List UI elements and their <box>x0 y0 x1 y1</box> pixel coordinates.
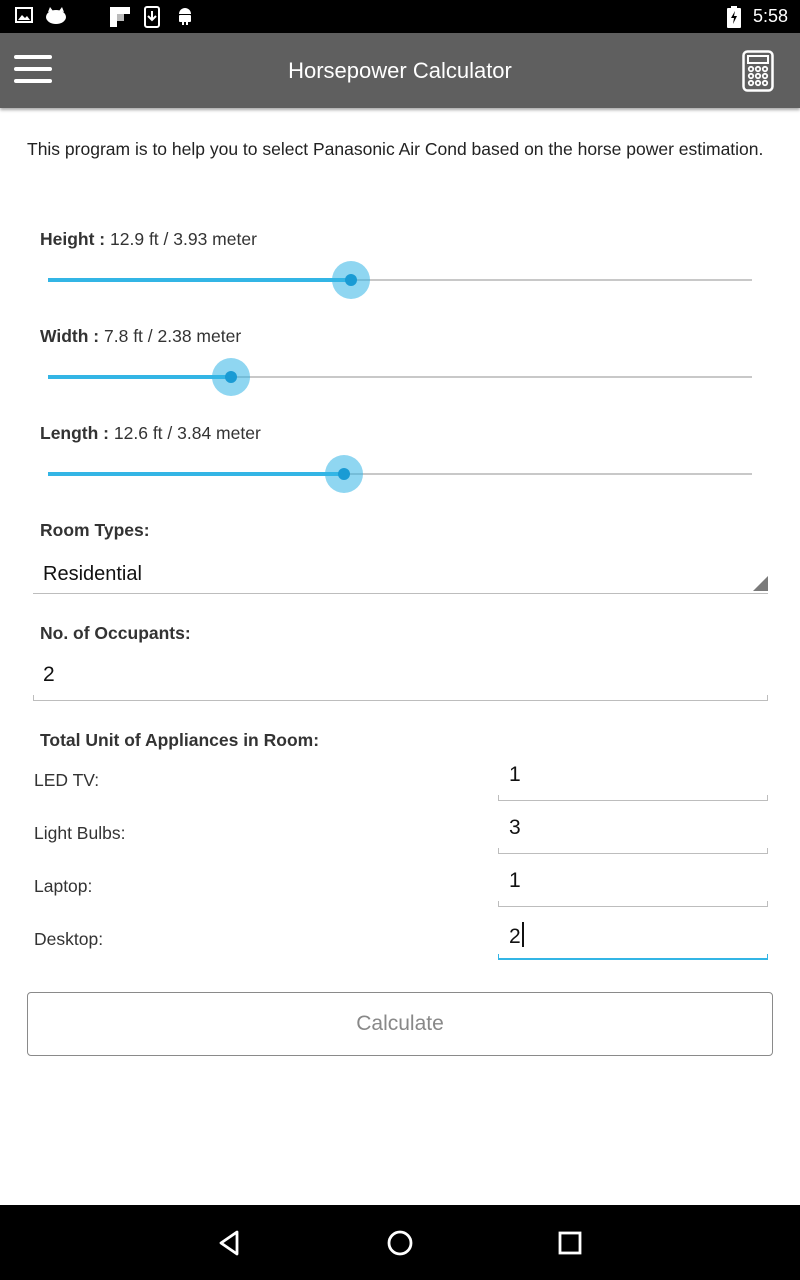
height-label-title: Height : <box>40 229 106 249</box>
led-tv-input[interactable] <box>498 763 768 801</box>
download-icon <box>144 6 160 33</box>
gallery-icon <box>15 6 33 29</box>
dropdown-triangle-icon <box>753 576 768 591</box>
room-types-label: Room Types: <box>40 520 150 540</box>
app-bar <box>0 33 800 108</box>
appliances-label: Total Unit of Appliances in Room: <box>40 730 320 750</box>
light-bulbs-input[interactable] <box>498 816 768 854</box>
calculator-icon[interactable] <box>742 50 774 92</box>
cat-icon <box>44 6 68 31</box>
led-tv-label: LED TV: <box>34 770 100 790</box>
recents-icon[interactable] <box>554 1227 586 1259</box>
flipboard-icon <box>109 6 131 33</box>
laptop-label: Laptop: <box>34 876 93 896</box>
calculate-button[interactable]: Calculate <box>27 992 773 1056</box>
desktop-input[interactable] <box>498 922 768 960</box>
height-slider[interactable] <box>48 260 752 300</box>
occupants-input[interactable] <box>33 663 768 701</box>
intro-text: This program is to help you to select Panasonic Air Cond based on the horse power estimation. <box>27 139 764 159</box>
light-bulbs-label: Light Bulbs: <box>34 823 126 843</box>
length-label-title: Length : <box>40 423 110 443</box>
room-type-selected: Residential <box>43 563 142 585</box>
text-caret <box>522 922 524 947</box>
light-bulbs-value: 3 <box>509 816 521 839</box>
status-time: 5:58 <box>752 6 788 26</box>
width-label-title: Width : <box>40 326 100 346</box>
desktop-value: 2 <box>509 925 521 948</box>
home-icon[interactable] <box>384 1227 416 1259</box>
laptop-input[interactable] <box>498 869 768 907</box>
occupants-value: 2 <box>43 663 55 686</box>
desktop-label: Desktop: <box>34 929 104 949</box>
android-icon <box>176 6 194 31</box>
back-icon[interactable] <box>214 1227 246 1259</box>
height-value: 12.9 ft / 3.93 meter <box>110 229 257 249</box>
battery-charging-icon <box>727 6 741 33</box>
room-type-dropdown[interactable] <box>33 558 768 594</box>
length-value: 12.6 ft / 3.84 meter <box>113 423 261 443</box>
width-label <box>40 326 241 347</box>
width-value: 7.8 ft / 2.38 meter <box>104 326 242 346</box>
height-label <box>40 229 257 250</box>
led-tv-value: 1 <box>509 763 521 786</box>
navigation-bar <box>0 1205 800 1280</box>
app-title: Horsepower Calculator <box>288 58 512 83</box>
length-slider[interactable] <box>48 454 752 494</box>
laptop-value: 1 <box>509 869 521 892</box>
length-label <box>40 423 261 444</box>
occupants-label: No. of Occupants: <box>40 623 191 643</box>
width-slider[interactable] <box>48 357 752 397</box>
status-bar <box>0 0 800 33</box>
